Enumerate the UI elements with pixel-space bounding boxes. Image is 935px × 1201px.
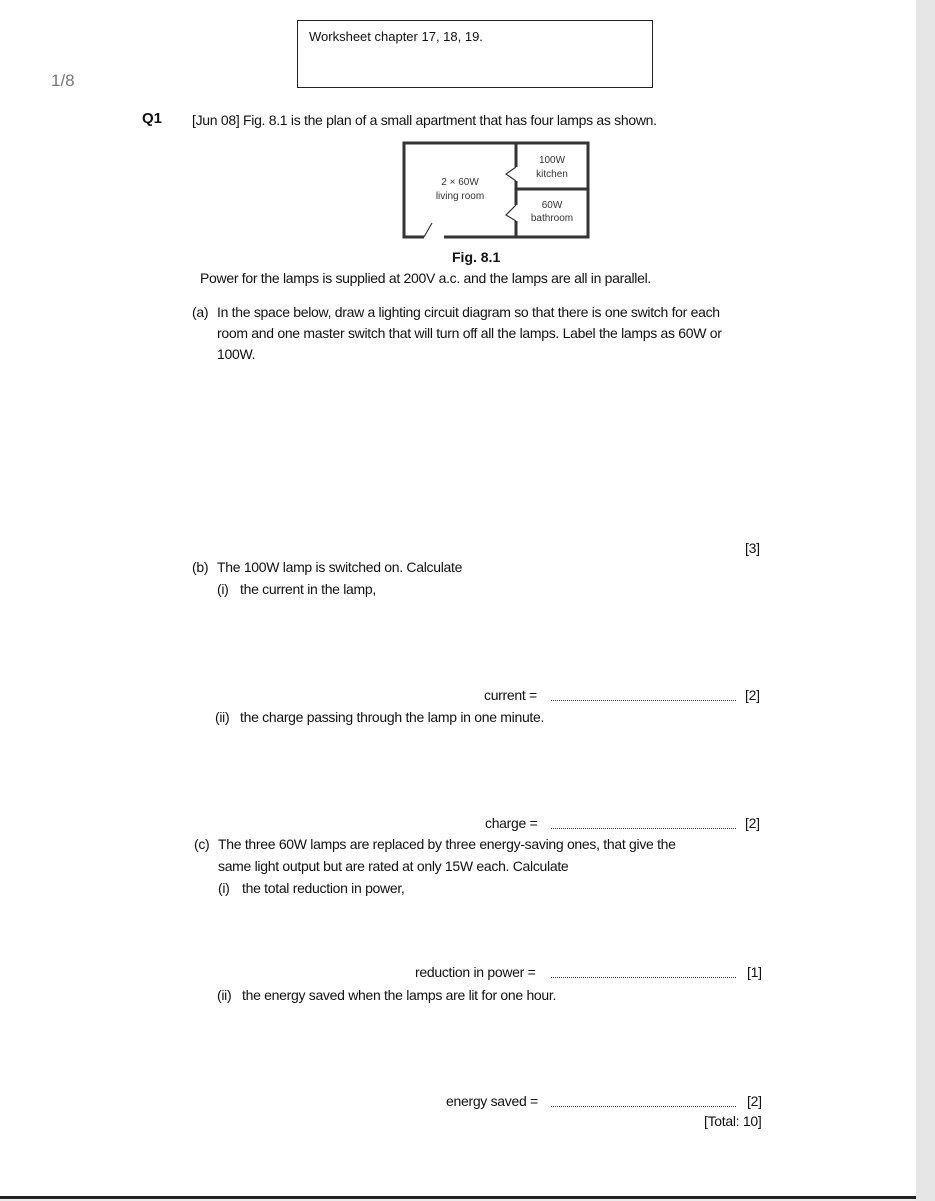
kitchen-label: kitchen xyxy=(536,169,568,180)
part-a-line-1: In the space below, draw a lighting circuit diagram so that there is one switch for each xyxy=(217,304,720,320)
part-c-label: (c) xyxy=(194,836,210,852)
part-c-line-2: same light output but are rated at only 15W each. Calculate xyxy=(218,858,569,874)
charge-answer-label: charge = xyxy=(485,815,538,831)
part-a-marks: [3] xyxy=(745,540,760,556)
living-room-power: 2 × 60W xyxy=(441,177,479,188)
part-a-line-3: 100W. xyxy=(217,346,256,362)
total-marks: [Total: 10] xyxy=(704,1113,762,1129)
part-a-label: (a) xyxy=(192,304,209,320)
part-c-i-marks: [1] xyxy=(747,964,762,980)
apartment-plan-figure xyxy=(402,141,590,239)
charge-answer-line[interactable] xyxy=(551,828,736,829)
bathroom-power: 60W xyxy=(541,200,563,211)
entrance-door xyxy=(424,223,432,237)
kitchen-power: 100W xyxy=(538,155,566,166)
part-c-i-text: the total reduction in power, xyxy=(242,880,405,896)
current-answer-line[interactable] xyxy=(551,700,736,701)
part-b-ii-marks: [2] xyxy=(745,815,760,831)
scroll-gutter xyxy=(916,0,935,1201)
part-b-i-marks: [2] xyxy=(745,687,760,703)
question-number: Q1 xyxy=(142,110,163,127)
page-counter: 1/8 xyxy=(51,71,75,90)
part-c-ii-label: (ii) xyxy=(217,987,232,1003)
part-b-text: The 100W lamp is switched on. Calculate xyxy=(217,559,463,575)
part-c-line-1: The three 60W lamps are replaced by three energy-saving ones, that give the xyxy=(218,836,676,852)
bathroom-label: bathroom xyxy=(530,213,574,224)
part-b-ii-text: the charge passing through the lamp in one minute. xyxy=(240,709,545,725)
question-intro: [Jun 08] Fig. 8.1 is the plan of a small apartment that has four lamps as shown. xyxy=(192,112,657,128)
power-reduction-answer-label: reduction in power = xyxy=(415,964,536,980)
part-c-ii-marks: [2] xyxy=(747,1093,762,1109)
part-b-ii-label: (ii) xyxy=(215,709,230,725)
figure-caption: Fig. 8.1 xyxy=(452,249,501,265)
current-answer-label: current = xyxy=(484,687,537,703)
power-reduction-answer-line[interactable] xyxy=(551,977,736,978)
energy-saved-answer-line[interactable] xyxy=(551,1106,736,1107)
living-room-label: living room xyxy=(435,191,485,202)
part-b-i-text: the current in the lamp, xyxy=(240,581,376,597)
worksheet-title: Worksheet chapter 17, 18, 19. xyxy=(309,29,483,44)
header-box xyxy=(297,20,653,88)
supply-statement: Power for the lamps is supplied at 200V a.c. and the lamps are all in parallel. xyxy=(200,270,652,286)
part-c-i-label: (i) xyxy=(218,880,230,896)
part-b-i-label: (i) xyxy=(217,581,229,597)
part-a-line-2: room and one master switch that will turn off all the lamps. Label the lamps as 60W or xyxy=(217,325,722,341)
part-b-label: (b) xyxy=(192,559,209,575)
part-c-ii-text: the energy saved when the lamps are lit for one hour. xyxy=(242,987,557,1003)
energy-saved-answer-label: energy saved = xyxy=(446,1093,538,1109)
